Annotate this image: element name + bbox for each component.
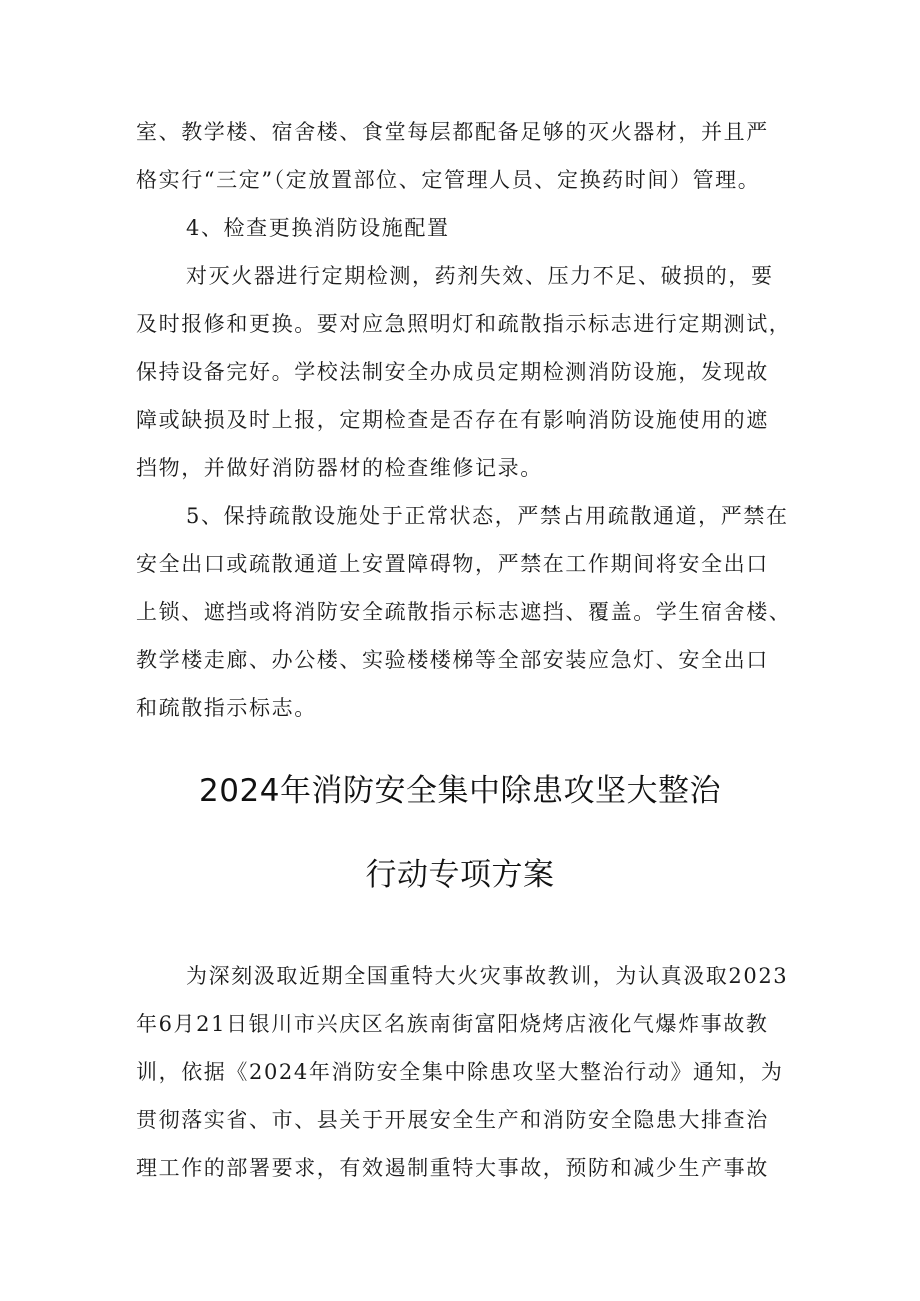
section-heading-5: 5、保持疏散设施处于正常状态，严禁占用疏散通道，严禁在	[186, 504, 789, 528]
body-text-line: 及时报修和更换。要对应急照明灯和疏散指示标志进行定期测试，	[136, 312, 792, 336]
body-text-line: 教学楼走廊、办公楼、实验楼楼梯等全部安装应急灯、安全出口	[136, 648, 769, 672]
body-text-line: 训，依据《2024年消防安全集中除患攻坚大整治行动》通知，为	[136, 1060, 784, 1084]
body-text-line: 为深刻汲取近期全国重特大火灾事故教训，为认真汲取2023	[186, 964, 789, 988]
body-text-line: 挡物，并做好消防器材的检查维修记录。	[136, 456, 543, 480]
body-text-line: 障或缺损及时上报，定期检查是否存在有影响消防设施使用的遮	[136, 408, 769, 432]
body-text-line: 贯彻落实省、市、县关于开展安全生产和消防安全隐患大排查治	[136, 1108, 769, 1132]
body-text-line: 上锁、遮挡或将消防安全疏散指示标志遮挡、覆盖。学生宿舍楼、	[136, 600, 792, 624]
body-text-line: 保持设备完好。学校法制安全办成员定期检测消防设施，发现故	[136, 360, 769, 384]
body-text-line: 安全出口或疏散通道上安置障碍物，严禁在工作期间将安全出口	[136, 552, 769, 576]
body-text-line: 理工作的部署要求，有效遏制重特大事故，预防和减少生产事故	[136, 1156, 769, 1180]
body-text-line: 格实行“三定”（定放置部位、定管理人员、定换药时间）管理。	[136, 168, 761, 192]
body-text-line: 和疏散指示标志。	[136, 696, 317, 720]
document-subtitle: 行动专项方案	[365, 857, 555, 893]
document-title: 2024年消防安全集中除患攻坚大整治	[199, 773, 721, 809]
section-heading-4: 4、检查更换消防设施配置	[186, 216, 450, 240]
body-text-line: 室、教学楼、宿舍楼、食堂每层都配备足够的灭火器材，并且严	[136, 120, 769, 144]
body-text-line: 对灭火器进行定期检测，药剂失效、压力不足、破损的，要	[186, 264, 774, 288]
body-text-line: 年6月21日银川市兴庆区名族南街富阳烧烤店液化气爆炸事故教	[136, 1012, 769, 1036]
